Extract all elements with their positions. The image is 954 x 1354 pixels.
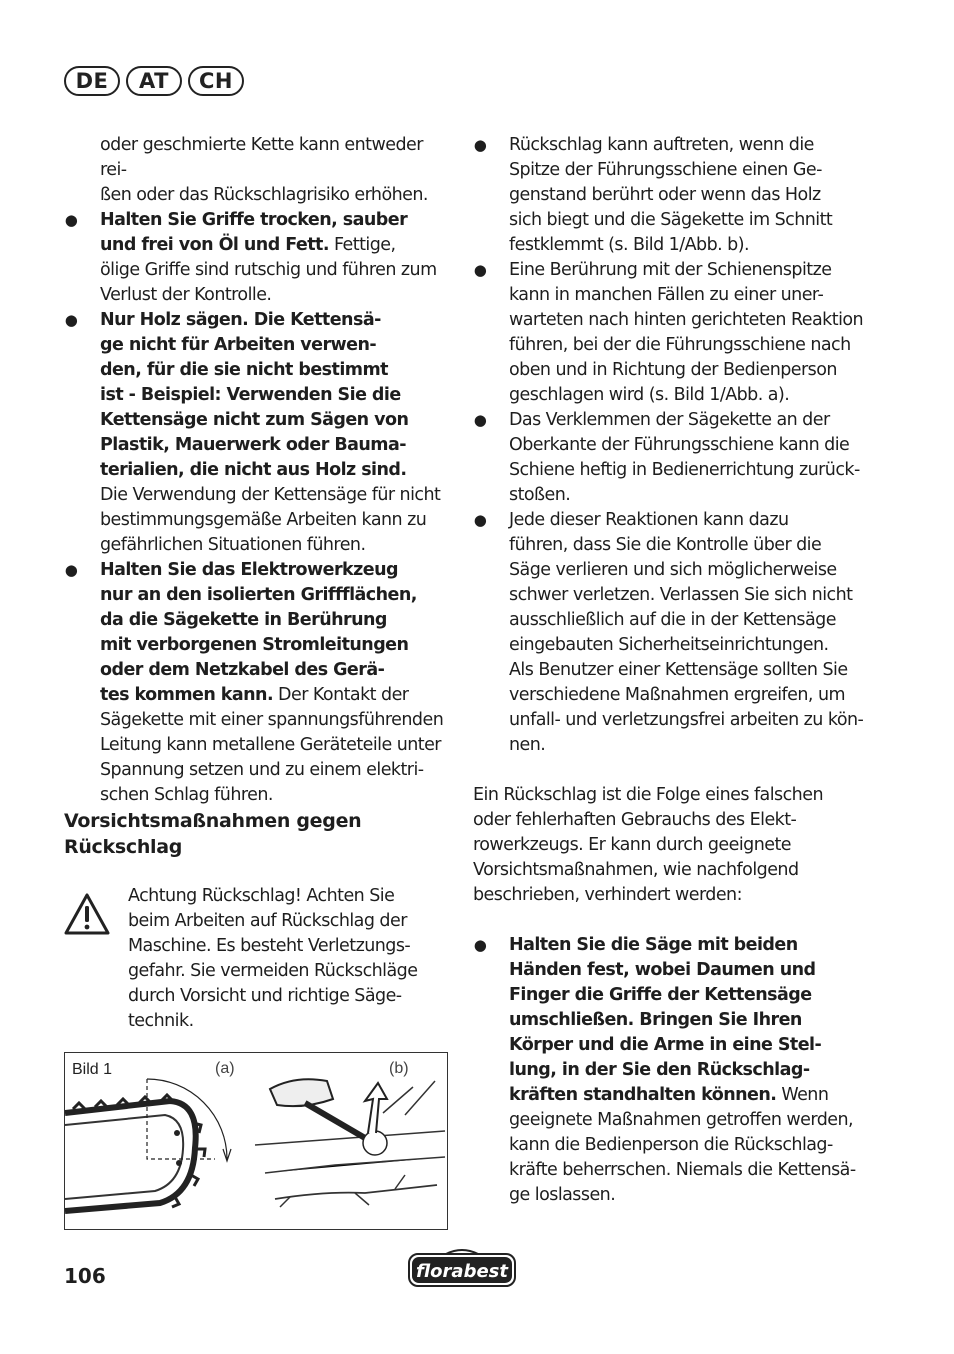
text-line: Jede dieser Reaktionen kann dazu [509, 510, 789, 530]
kickback-figure [64, 1052, 448, 1230]
text-line: warteten nach hinten gerichteten Reaktion [509, 310, 864, 330]
text-line: kräfte beherrschen. Niemals die Kettensä- [509, 1160, 856, 1180]
text-line: Vorsichtsmaßnahmen, wie nachfolgend [473, 860, 799, 880]
text-line: Verlust der Kontrolle. [100, 285, 272, 305]
bullet-icon: ● [473, 261, 487, 279]
bold-line: Nur Holz sägen. Die Kettensä- [100, 310, 381, 330]
heading-line: Vorsichtsmaßnahmen gegen [64, 810, 362, 832]
text-line: kann in manchen Fällen zu einer uner- [509, 285, 824, 305]
bold-line: Halten Sie das Elektrowerkzeug [100, 560, 398, 580]
bullet-icon: ● [473, 411, 487, 429]
text-line: unfall- und verletzungsfrei arbeiten zu kön- [509, 710, 864, 730]
text-line: führen, dass Sie die Kontrolle über die [509, 535, 822, 555]
text-line: beschrieben, verhindert werden: [473, 885, 742, 905]
text-line: kann die Bedienperson die Rückschlag- [509, 1135, 833, 1155]
bullet-icon: ● [473, 936, 487, 954]
bold-line: ge nicht für Arbeiten verwen- [100, 335, 377, 355]
bold-line: Halten Sie Griffe trocken, sauber [100, 210, 408, 230]
bold-line: Kettensäge nicht zum Sägen von [100, 410, 409, 430]
heading-line: Rückschlag [64, 836, 183, 858]
text-line: oben und in Richtung der Bedienperson [509, 360, 837, 380]
text-line: ßen oder das Rückschlagrisiko erhöhen. [100, 185, 428, 205]
bold-text: kräften standhalten können. [509, 1085, 777, 1105]
text-line: durch Vorsicht und richtige Säge- [128, 986, 402, 1006]
list-item [64, 308, 454, 558]
chainsaw-bar-drawing [65, 1060, 235, 1211]
country-badges [64, 66, 244, 96]
figure-label-a: (a) [215, 1060, 235, 1077]
list-item [64, 558, 454, 808]
text-line: Achtung Rückschlag! Achten Sie [128, 886, 395, 906]
text-line: verschiedene Maßnahmen ergreifen, um [509, 685, 845, 705]
text-line: oder geschmierte Kette kann entweder rei- [100, 135, 423, 180]
figure-caption: Bild 1 [72, 1061, 113, 1078]
text-line: Säge verlieren und sich möglicherweise [509, 560, 837, 580]
text-line: schwer verletzen. Verlassen Sie sich nicht [509, 585, 853, 605]
text-line: Eine Berührung mit der Schienenspitze [509, 260, 832, 280]
country-badge-at: AT [126, 66, 182, 96]
bold-line: Halten Sie die Säge mit beiden [509, 935, 798, 955]
list-item [473, 258, 868, 408]
intro-continuation [64, 133, 454, 208]
text-tail: Fettige, [328, 235, 396, 255]
text-line: sich biegt und die Sägekette im Schnitt [509, 210, 833, 230]
bold-line: Körper und die Arme in eine Stel- [509, 1035, 822, 1055]
country-badge-de: DE [64, 66, 120, 96]
text-line: technik. [128, 1011, 194, 1031]
text-line: Die Verwendung der Kettensäge für nicht [100, 485, 441, 505]
text-tail: Wenn [776, 1085, 829, 1105]
text-line: beim Arbeiten auf Rückschlag der [128, 911, 407, 931]
spacer [473, 758, 868, 783]
bullet-icon: ● [64, 561, 78, 579]
bold-line: mit verborgenen Stromleitungen [100, 635, 409, 655]
spacer [473, 908, 868, 933]
bullet-icon: ● [473, 136, 487, 154]
list-item [64, 208, 454, 308]
text-line: schen Schlag führen. [100, 785, 273, 805]
text-line: Sägekette mit einer spannungsführenden [100, 710, 444, 730]
text-line: geschlagen wird (s. Bild 1/Abb. a). [509, 385, 790, 405]
text-line [509, 1083, 868, 1108]
text-line: festklemmt (s. Bild 1/Abb. b). [509, 235, 750, 255]
warning-triangle-icon [64, 892, 110, 936]
text-line: Oberkante der Führungsschiene kann die [509, 435, 850, 455]
text-line: oder fehlerhaften Gebrauchs des Elekt- [473, 810, 797, 830]
bold-line: Finger die Griffe der Kettensäge [509, 985, 812, 1005]
text-line: nen. [509, 735, 546, 755]
logo-text: florabest [416, 1261, 508, 1282]
text-line [100, 233, 454, 258]
text-line: führen, bei der die Führungsschiene nach [509, 335, 851, 355]
bold-line: lung, in der Sie den Rückschlag- [509, 1060, 810, 1080]
right-column [473, 133, 868, 1208]
figure-label-b: (b) [389, 1060, 409, 1077]
text-line: Spitze der Führungsschiene einen Ge- [509, 160, 822, 180]
bullet-icon: ● [473, 511, 487, 529]
text-line: Maschine. Es besteht Verletzungs- [128, 936, 411, 956]
text-line: Schiene heftig in Bedienerrichtung zurück- [509, 460, 860, 480]
text-line: ge loslassen. [509, 1185, 616, 1205]
bold-line: da die Sägekette in Berührung [100, 610, 387, 630]
bold-line: oder dem Netzkabel des Gerä- [100, 660, 385, 680]
text-line: gefahr. Sie vermeiden Rückschläge [128, 961, 418, 981]
list-item [473, 933, 868, 1208]
text-line: geeignete Maßnahmen getroffen werden, [509, 1110, 854, 1130]
page-number: 106 [64, 1264, 106, 1288]
bold-line: Plastik, Mauerwerk oder Bauma- [100, 435, 406, 455]
bold-line: nur an den isolierten Griffflächen, [100, 585, 417, 605]
text-line: bestimmungsgemäße Arbeiten kann zu [100, 510, 427, 530]
text-line: rowerkzeugs. Er kann durch geeignete [473, 835, 792, 855]
kickback-illustration [65, 1053, 448, 1230]
left-column [64, 133, 454, 808]
bold-text: tes kommen kann. [100, 685, 274, 705]
text-line: genstand berührt oder wenn das Holz [509, 185, 821, 205]
text-line: Als Benutzer einer Kettensäge sollten Sie [509, 660, 848, 680]
text-line: gefährlichen Situationen führen. [100, 535, 366, 555]
text-line: Rückschlag kann auftreten, wenn die [509, 135, 814, 155]
warning-text [128, 884, 454, 1034]
text-tail: Der Kontakt der [273, 685, 409, 705]
bullet-icon: ● [64, 211, 78, 229]
text-line: Das Verklemmen der Sägekette an der [509, 410, 830, 430]
text-line: ölige Griffe sind rutschig und führen zum [100, 260, 437, 280]
bold-text: und frei von Öl und Fett. [100, 235, 329, 255]
paragraph [473, 783, 868, 908]
list-item [473, 408, 868, 508]
text-line: Leitung kann metallene Geräteteile unter [100, 735, 441, 755]
list-item [473, 508, 868, 758]
list-item [473, 133, 868, 258]
text-line: ausschließlich auf die in der Kettensäge [509, 610, 836, 630]
saw-cutting-drawing [255, 1060, 445, 1207]
country-badge-ch: CH [188, 66, 244, 96]
bold-line: Händen fest, wobei Daumen und [509, 960, 816, 980]
text-line: Spannung setzen und zu einem elektri- [100, 760, 424, 780]
bold-line: ist - Beispiel: Verwenden Sie die [100, 385, 401, 405]
text-line: eingebauten Sicherheitseinrichtungen. [509, 635, 829, 655]
text-line: Ein Rückschlag ist die Folge eines falschen [473, 785, 823, 805]
section-heading [64, 808, 444, 860]
bold-line: terialien, die nicht aus Holz sind. [100, 460, 407, 480]
florabest-logo [406, 1248, 518, 1290]
bold-line: den, für die sie nicht bestimmt [100, 360, 388, 380]
bullet-icon: ● [64, 311, 78, 329]
text-line: stoßen. [509, 485, 571, 505]
text-line [100, 683, 454, 708]
bold-line: umschließen. Bringen Sie Ihren [509, 1010, 802, 1030]
